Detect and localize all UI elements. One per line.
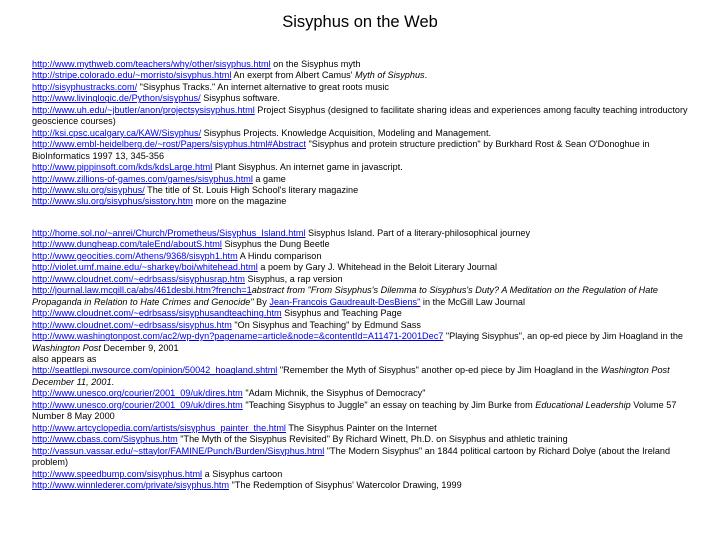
list-item <box>32 446 692 469</box>
list-item <box>32 185 692 196</box>
list-item <box>32 239 692 250</box>
entry-description: Project Sisyphus (designed to facilitate sharing ideas and experiences among faculty teaching introductory geoscience courses) <box>32 104 688 127</box>
entry-link[interactable]: http://www.unesco.org/courier/2001_09/uk/dires.htm <box>32 388 243 399</box>
entry-description: An exerpt from Albert Camus' <box>231 70 356 81</box>
entry-link[interactable]: http://www.winnlederer.com/private/sisyphus.htm <box>32 479 230 490</box>
entry-description: The title of St. Louis High School's literary magazine <box>144 184 359 195</box>
entry-italic-text: Washington Post December 11, 2001 <box>32 365 670 387</box>
entry-description: Sisyphus, a rap version <box>245 273 343 284</box>
entry-description: "Sisyphus and protein structure prediction" by Burkhard Rost & Sean O'Donoghue in BioInformatics 1997 13, 345-356 <box>32 139 650 161</box>
entry-link[interactable]: http://www.livinglogic.de/Python/sisyphus/ <box>32 93 201 104</box>
entry-link[interactable]: http://journal.law.mcgill.ca/abs/461desbi.htm?french=1 <box>32 285 252 296</box>
entry-link[interactable]: http://ksi.cpsc.ucalgary.ca/KAW/Sisyphus/ <box>32 127 202 138</box>
link-list-secondary <box>32 228 692 491</box>
list-item <box>32 105 692 128</box>
entry-link[interactable]: http://www.geocities.com/Athens/9368/sisyph1.htm <box>32 250 238 261</box>
list-item <box>32 82 692 93</box>
entry-description: "Remember the Myth of Sisyphus" another op-ed piece by Jim Hoagland in the <box>277 365 601 376</box>
list-item <box>32 128 692 139</box>
list-item <box>32 308 692 319</box>
entry-description: Plant Sisyphus. An internet game in javascript. <box>212 162 403 173</box>
entry-description: Sisyphus software. <box>200 93 280 104</box>
list-item <box>32 423 692 434</box>
entry-italic-text: abstract from "From Sisyphus's Dilemma to Sisyphus's Duty? A Meditation on the Regulation of Hate Propaganda in Relation to Hate Crimes and Genocide" <box>32 285 658 307</box>
list-item <box>32 274 692 285</box>
list-item <box>32 162 692 173</box>
list-item <box>32 320 692 331</box>
entry-description: The Sisyphus Painter on the Internet <box>285 422 437 433</box>
entry-link[interactable]: http://www.cloudnet.com/~edrbsass/sisyphus.htm <box>32 319 232 330</box>
entry-description: "Teaching Sisyphus to Juggle" an essay on teaching by Jim Burke from <box>242 399 536 410</box>
entry-description: "Sisyphus Tracks." An internet alternative to great roots music <box>137 81 390 92</box>
entry-link[interactable]: http://www.cbass.com/Sisyphus.htm <box>32 434 178 445</box>
list-item <box>32 228 692 239</box>
entry-description: Sisyphus Island. Part of a literary-philosophical journey <box>305 228 531 238</box>
entry-description: on the Sisyphus myth <box>270 59 361 69</box>
entry-description: A Hindu comparison <box>237 250 322 261</box>
list-item <box>32 251 692 262</box>
list-item <box>32 365 692 388</box>
list-item <box>32 469 692 480</box>
list-item <box>32 285 692 308</box>
list-item <box>32 388 692 399</box>
entry-description-tail: Volume 57 Number 8 May 2000 <box>32 399 677 422</box>
page-title: Sisyphus on the Web <box>282 13 438 31</box>
entry-description: "The Modern Sisyphus" an 1844 political cartoon by Richard Dolye (about the Ireland problem) <box>32 445 671 468</box>
link-list-primary <box>32 59 692 208</box>
list-item <box>32 434 692 445</box>
author-link[interactable]: Jean-Francois Gaudreault-DesBiens" <box>269 296 421 307</box>
entry-link[interactable]: http://seattlepi.nwsource.com/opinion/50042_hoagland.shtml <box>32 365 278 376</box>
entry-link[interactable]: http://vassun.vassar.edu/~sttaylor/FAMINE/Punch/Burden/Sisyphus.html <box>32 445 325 456</box>
entry-link[interactable]: http://www.slu.org/sisyphus/ <box>32 184 145 195</box>
list-item <box>32 196 692 207</box>
entry-link[interactable]: http://www.uh.edu/~jbutler/anon/projectsysisyphus.html <box>32 104 255 115</box>
list-item <box>32 174 692 185</box>
list-item <box>32 70 692 81</box>
entry-description: Sisyphus Projects. Knowledge Acquisition, Modeling and Management. <box>201 127 492 138</box>
list-item <box>32 59 692 70</box>
list-item <box>32 480 692 491</box>
entry-link[interactable]: http://www.zillions-of-games.com/games/sisyphus.html <box>32 173 253 184</box>
entry-link[interactable]: http://www.cloudnet.com/~edrbsass/sisyphusrap.htm <box>32 273 246 284</box>
entry-description: "On Sisyphus and Teaching" by Edmund Sass <box>231 319 421 330</box>
entry-link[interactable]: http://www.embl-heidelberg.de/~rost/Papers/sisyphus.html#Abstract <box>32 139 306 150</box>
entry-link[interactable]: http://www.washingtonpost.com/ac2/wp-dyn?pagename=article&node=&contentId=A11471-2001Dec7 <box>32 331 444 342</box>
entry-description-tail: By <box>253 296 270 307</box>
entry-link[interactable]: http://www.artcyclopedia.com/artists/sisyphus_painter_the.html <box>32 422 286 433</box>
entry-italic-text: Myth of Sisyphus <box>355 70 425 81</box>
entry-description: Sisyphus the Dung Beetle <box>221 239 330 250</box>
entry-description: "Playing Sisyphus", an op-ed piece by Jim Hoagland in the <box>443 331 684 342</box>
entry-link[interactable]: http://home.sol.no/~anrei/Church/Prometheus/Sisyphus_Island.html <box>32 228 306 238</box>
entry-link[interactable]: http://www.slu.org/sisyphus/sisstory.htm <box>32 196 193 207</box>
entry-description-tail: . <box>424 70 428 81</box>
entry-link[interactable]: http://violet.umf.maine.edu/~sharkey/boi/whitehead.html <box>32 262 258 273</box>
entry-description: more on the magazine <box>192 196 287 207</box>
entry-description: a poem by Gary J. Whitehead in the Beloit Literary Journal <box>257 262 498 273</box>
entry-link[interactable]: http://www.pippinsoft.com/kds/kdsLarge.html <box>32 162 213 173</box>
list-item <box>32 139 692 162</box>
entry-note: also appears as <box>32 353 97 364</box>
entry-description: a game <box>252 173 286 184</box>
entry-note: in the McGill Law Journal <box>420 296 526 307</box>
entry-italic-text: Educational Leadership <box>535 399 631 410</box>
entry-link[interactable]: http://www.mythweb.com/teachers/why/other/sisyphus.html <box>32 59 271 69</box>
entry-description: Sisyphus and Teaching Page <box>281 308 402 319</box>
entry-italic-text: Washington Post <box>32 342 101 353</box>
entry-link[interactable]: http://stripe.colorado.edu/~morristo/sisyphus.html <box>32 70 232 81</box>
entry-description: "The Myth of the Sisyphus Revisited" By Richard Winett, Ph.D. on Sisyphus and athletic training <box>177 434 568 445</box>
list-item <box>32 93 692 104</box>
entry-link[interactable]: http://www.cloudnet.com/~edrbsass/sisyphusandteaching.htm <box>32 308 282 319</box>
entry-description: "Adam Michnik, the Sisyphus of Democracy" <box>242 388 426 399</box>
entry-description: a Sisyphus cartoon <box>202 468 283 479</box>
entry-link[interactable]: http://www.unesco.org/courier/2001_09/uk/dires.htm <box>32 399 243 410</box>
entry-description-tail: . <box>111 376 115 387</box>
entry-description: "The Redemption of Sisyphus' Watercolor Drawing, 1999 <box>229 479 462 490</box>
list-item <box>32 331 692 365</box>
list-item <box>32 262 692 273</box>
entry-link[interactable]: http://www.dungheap.com/taleEnd/aboutS.html <box>32 239 222 250</box>
list-item <box>32 400 692 423</box>
entry-description-tail: December 9, 2001 <box>100 342 179 353</box>
entry-link[interactable]: http://sisyphustracks.com/ <box>32 81 138 92</box>
entry-link[interactable]: http://www.speedbump.com/sisyphus.html <box>32 468 203 479</box>
